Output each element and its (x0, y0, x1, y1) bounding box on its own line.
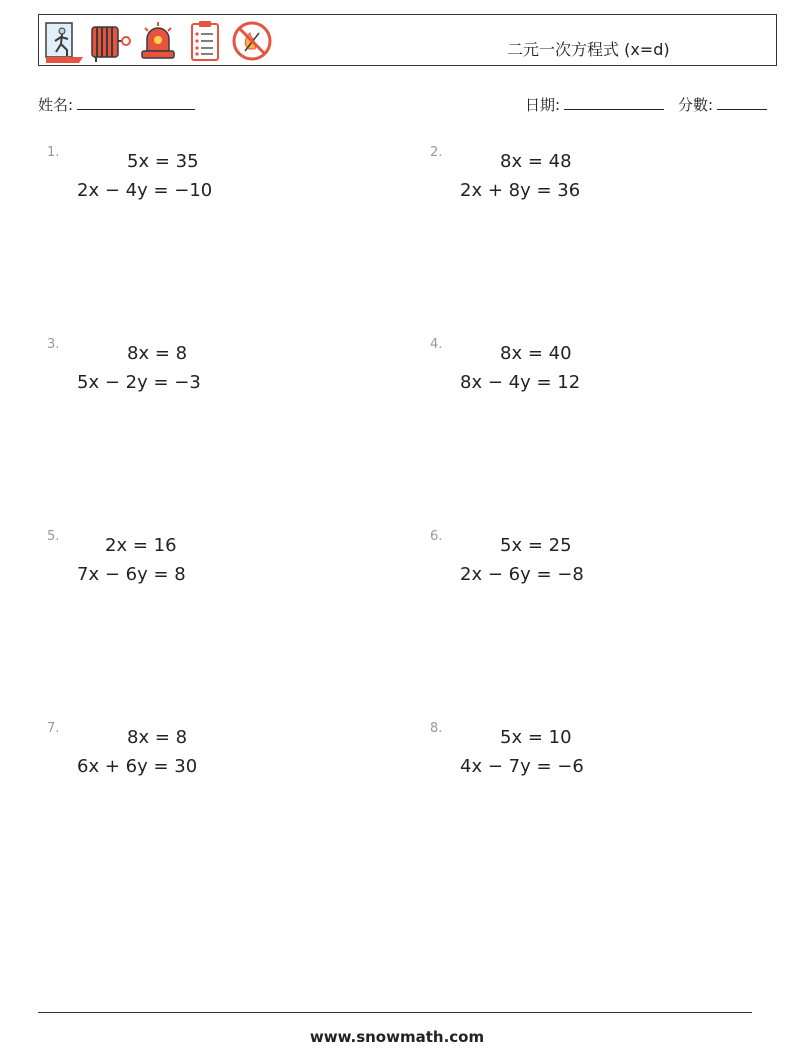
problem-number: 1. (47, 145, 60, 160)
equation-2: 2x − 6y = −8 (460, 564, 584, 585)
equation-1: 8x = 48 (500, 151, 572, 172)
equation-1: 5x = 35 (127, 151, 199, 172)
problem-8 (430, 721, 750, 791)
equation-2: 8x − 4y = 12 (460, 372, 581, 393)
score-label: 分數: (678, 96, 714, 114)
equation-2: 5x − 2y = −3 (77, 372, 201, 393)
equation-2: 6x + 6y = 30 (77, 756, 198, 777)
name-field[interactable] (38, 94, 195, 115)
problem-7 (47, 721, 367, 791)
equation-2: 2x + 8y = 36 (460, 180, 581, 201)
equation-2: 4x − 7y = −6 (460, 756, 584, 777)
score-field[interactable] (678, 94, 767, 115)
problem-number: 3. (47, 337, 60, 352)
problem-5 (47, 529, 367, 599)
no-fire-icon (231, 19, 273, 63)
equation-1: 8x = 8 (127, 727, 188, 748)
problem-3 (47, 337, 367, 407)
equation-1: 5x = 25 (500, 535, 572, 556)
equation-1: 2x = 16 (105, 535, 177, 556)
problem-4 (430, 337, 750, 407)
fire-hose-reel-icon (90, 19, 132, 63)
date-field[interactable] (525, 94, 664, 115)
problem-number: 7. (47, 721, 60, 736)
icon-strip (43, 19, 273, 63)
equation-1: 8x = 40 (500, 343, 572, 364)
name-label: 姓名: (38, 96, 74, 114)
problem-1 (47, 145, 367, 215)
date-blank-line[interactable] (564, 95, 664, 110)
worksheet-title: 二元一次方程式 (x=d) (507, 40, 670, 59)
footer-divider (38, 1012, 752, 1013)
name-blank-line[interactable] (77, 95, 195, 110)
equation-2: 7x − 6y = 8 (77, 564, 186, 585)
date-label: 日期: (525, 96, 561, 114)
checklist-clipboard-icon (184, 19, 226, 63)
problem-number: 2. (430, 145, 443, 160)
equation-1: 8x = 8 (127, 343, 188, 364)
equation-2: 2x − 4y = −10 (77, 180, 213, 201)
footer-website[interactable]: www.snowmath.com (309, 1028, 485, 1046)
problem-6 (430, 529, 750, 599)
equation-1: 5x = 10 (500, 727, 572, 748)
score-blank-line[interactable] (717, 95, 767, 110)
problem-2 (430, 145, 750, 215)
emergency-exit-icon (43, 19, 85, 63)
problem-number: 6. (430, 529, 443, 544)
problem-number: 8. (430, 721, 443, 736)
alarm-siren-icon (137, 19, 179, 63)
problem-number: 4. (430, 337, 443, 352)
worksheet-header (38, 14, 777, 66)
problem-number: 5. (47, 529, 60, 544)
